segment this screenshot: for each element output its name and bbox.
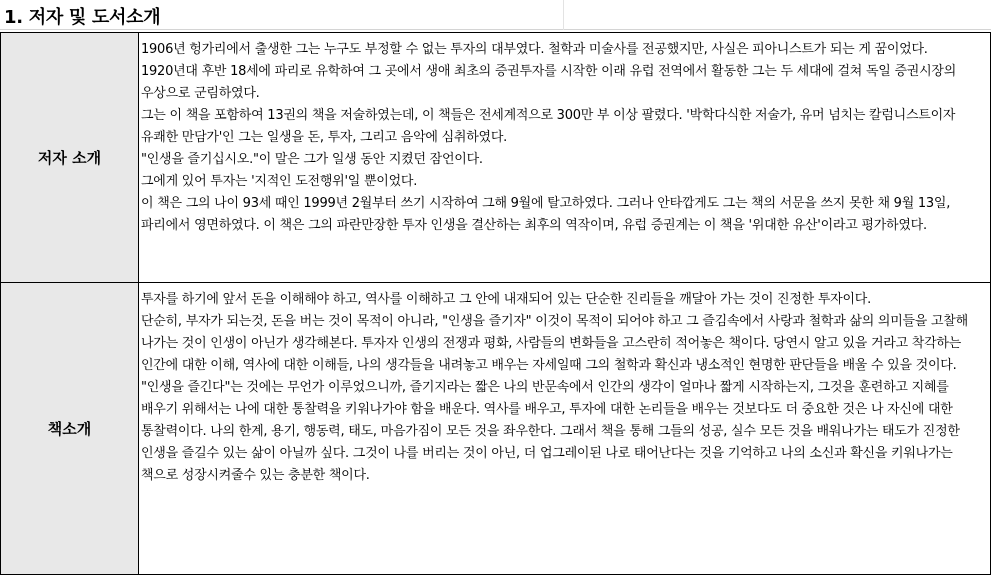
author-label: 저자 소개 — [37, 149, 102, 167]
book-content-cell — [139, 283, 991, 575]
book-row — [1, 283, 991, 575]
author-paragraph: 1906년 헝가리에서 출생한 그는 누구도 부정할 수 없는 투자의 대부였다. 철학과 미술사를 전공했지만, 사실은 피아니스트가 되는 게 꿈이었다. 1920년대 후반 18세에 파리로 유학하여 그 곳에서 생애 최초의 증권투자를 시작한 이래 유럽 전역에서 활동한 그는 두 세대에 걸쳐 독일 증권시장의 우상으로 군림하였다. — [141, 42, 957, 101]
author-paragraph: 이 책은 그의 나이 93세 때인 1999년 2월부터 쓰기 시작하여 그해 9월에 탈고하였다. 그러나 안타깝게도 그는 책의 서문을 쓰지 못한 채 9월 13일, 파리에서 영면하였다. 이 책은 그의 파란만장한 투자 인생을 결산하는 최후의 역작이며, 유럽 증권계는 이 책을 '위대한 유산'이라고 평가하였다. — [141, 196, 951, 233]
author-book-info-table — [0, 32, 991, 575]
author-content-cell — [139, 33, 991, 283]
book-paragraph: "인생을 즐긴다"는 것에는 무언가 이루었으니까, 즐기지라는 짧은 나의 반문속에서 인간의 생각이 얼마나 짧게 시작하는지, 그것을 훈련하고 지혜를 배우기 위해서는 나에 대한 통찰력을 키워나가야 함을 배운다. 역사를 배우고, 투자에 대한 논리들을 배우는 것보다도 더 중요한 것은 나 자신에 대한 통찰력이다. 나의 한계, 용기, 행동력, 태도, 마음가짐이 모든 것을 좌우한다. 그래서 책을 통해 그들의 성공, 실수 모든 것을 배워나가는 태도가 진정한 인생을 즐길수 있는 삶이 아닐까 싶다. 그것이 나를 버리는 것이 아닌, 더 업그레이된 나로 태어난다는 것을 기억하고 나의 소신과 확신을 키워나가는 책으로 성장시켜줄수 있는 충분한 책이다. — [141, 380, 960, 483]
section-title: 1. 저자 및 도서소개 — [4, 7, 161, 28]
heading-divider — [563, 0, 564, 30]
author-paragraph: 그는 이 책을 포함하여 13권의 책을 저술하였는데, 이 책들은 전세계적으로 300만 부 이상 팔렸다. '박학다식한 저술가, 유머 넘치는 칼럼니스트이자 유쾌한 만담가'인 그는 일생을 돈, 투자, 그리고 음악에 심취하였다. — [141, 108, 956, 145]
book-label-cell — [1, 283, 139, 575]
author-row — [1, 33, 991, 283]
author-paragraph: "인생을 즐기십시오."이 말은 그가 일생 동안 지켰던 잠언이다. — [141, 152, 483, 167]
section-heading-row — [0, 0, 991, 30]
book-label: 책소개 — [47, 420, 92, 438]
author-paragraph: 그에게 있어 투자는 '지적인 도전행위'일 뿐이었다. — [141, 174, 418, 189]
author-label-cell — [1, 33, 139, 283]
book-paragraph: 단순히, 부자가 되는것, 돈을 버는 것이 목적이 아니라, "인생을 즐기자" 이것이 목적이 되어야 하고 그 즐김속에서 사랑과 철학과 삶의 의미들을 고찰해 나가는 것이 인생이 아닌가 생각해본다. 투자자 인생의 전쟁과 평화, 사람들의 변화들을 고스란히 적어놓은 책이다. 당연시 알고 있을 거라고 착각하는 인간에 대한 이해, 역사에 대한 이해들, 나의 생각들을 내려놓고 배우는 자세일때 그의 철학과 확신과 냉소적인 현명한 판단들을 배울 수 있을 것이다. — [141, 314, 968, 373]
book-paragraph: 투자를 하기에 앞서 돈을 이해해야 하고, 역사를 이해하고 그 안에 내재되어 있는 단순한 진리들을 깨달아 가는 것이 진정한 투자이다. — [141, 292, 871, 307]
